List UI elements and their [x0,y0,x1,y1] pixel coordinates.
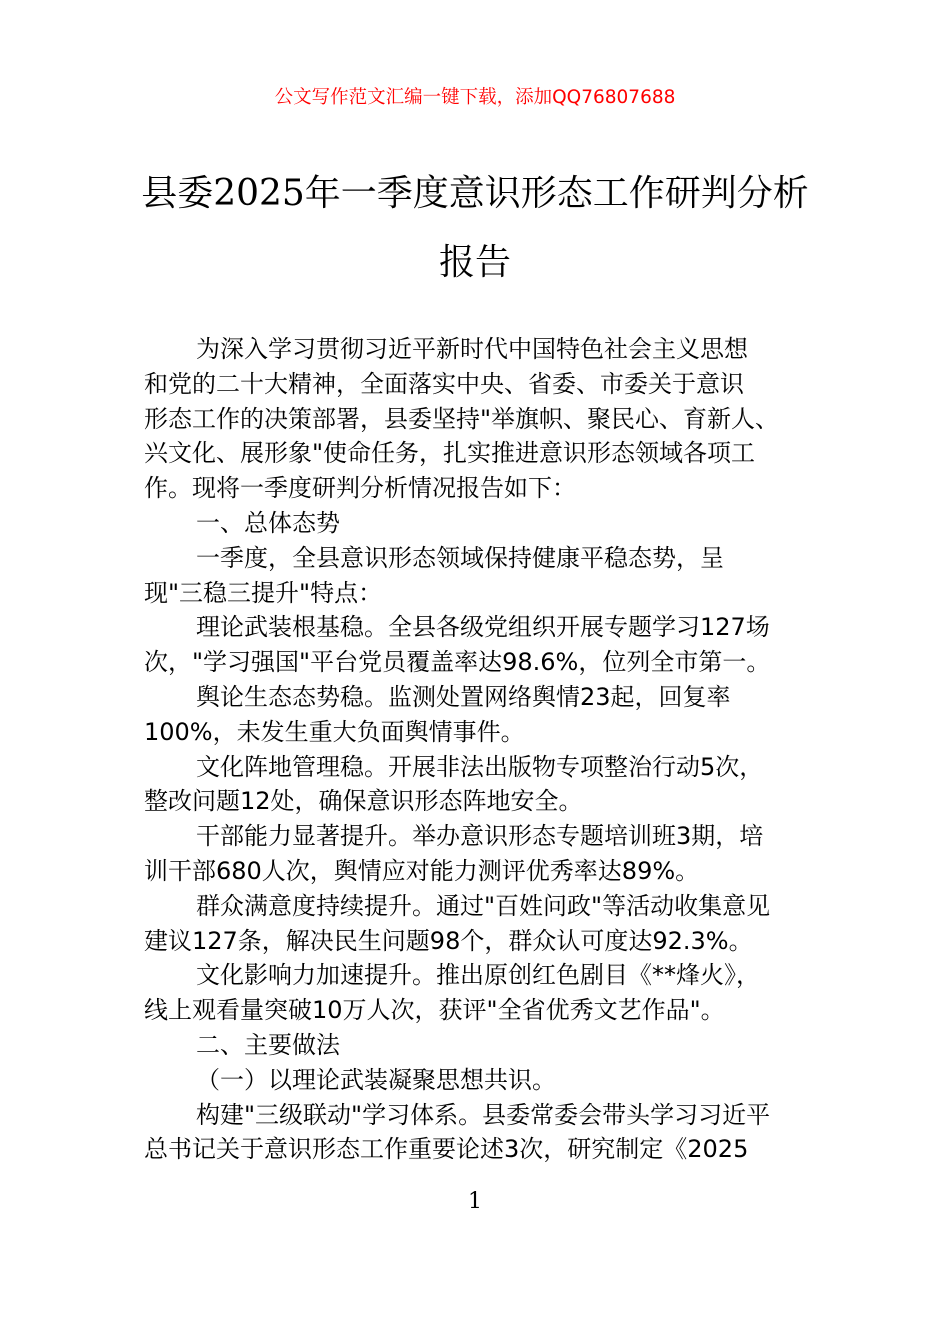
paragraph-line: 文化影响力加速提升。推出原创红色剧目《**烽火》， [196,961,760,990]
section-heading: 一、总体态势 [196,508,340,537]
paragraph-line: 训干部680人次，舆情应对能力测评优秀率达89%。 [144,856,700,885]
download-banner[interactable]: 公文写作范文汇编一键下载，添加QQ76807688 [274,87,676,108]
document-title-line-2: 报告 [438,242,511,283]
paragraph-line: 现"三稳三提升"特点： [144,578,383,607]
document-body [144,332,814,1167]
paragraph-line: 文化阵地管理稳。开展非法出版物专项整治行动5次， [196,752,764,781]
paragraph-line: 总书记关于意识形态工作重要论述3次，研究制定《2025 [144,1135,749,1164]
paragraph-line: 舆论生态态势稳。监测处置网络舆情23起，回复率 [196,682,731,711]
paragraph-line: 建议127条，解决民生问题98个，群众认可度达92.3%。 [144,926,753,955]
paragraph-line: 为深入学习贯彻习近平新时代中国特色社会主义思想 [196,335,748,363]
paragraph-line: 100%，未发生重大负面舆情事件。 [144,717,525,746]
paragraph-line: 干部能力显著提升。举办意识形态专题培训班3期，培 [196,822,764,851]
paragraph-line: 理论武装根基稳。全县各级党组织开展专题学习127场 [196,613,770,642]
section-heading: 二、主要做法 [196,1030,340,1059]
subsection-heading: （一）以理论武装凝聚思想共识。 [196,1065,556,1094]
paragraph-line: 群众满意度持续提升。通过"百姓问政"等活动收集意见 [196,891,771,920]
paragraph-line: 构建"三级联动"学习体系。县委常委会带头学习习近平 [196,1100,771,1129]
paragraph-line: 和党的二十大精神，全面落实中央、省委、市委关于意识 [144,369,744,398]
page-number: 1 [468,1189,482,1214]
paragraph-line: 线上观看量突破10万人次，获评"全省优秀文艺作品"。 [144,996,725,1025]
paragraph-line: 一季度，全县意识形态领域保持健康平稳态势，呈 [196,543,724,572]
document-title-line-1: 县委2025年一季度意识形态工作研判分析 [141,173,809,214]
paragraph-line: 整改问题12处，确保意识形态阵地安全。 [144,787,583,816]
paragraph-line: 次，"学习强国"平台党员覆盖率达98.6%，位列全市第一。 [144,648,771,677]
paragraph-line: 作。现将一季度研判分析情况报告如下： [144,474,576,503]
paragraph-line: 兴文化、展形象"使命任务，扎实推进意识形态领域各项工 [144,439,756,468]
paragraph-line: 形态工作的决策部署，县委坚持"举旗帜、聚民心、育新人、 [144,404,780,433]
